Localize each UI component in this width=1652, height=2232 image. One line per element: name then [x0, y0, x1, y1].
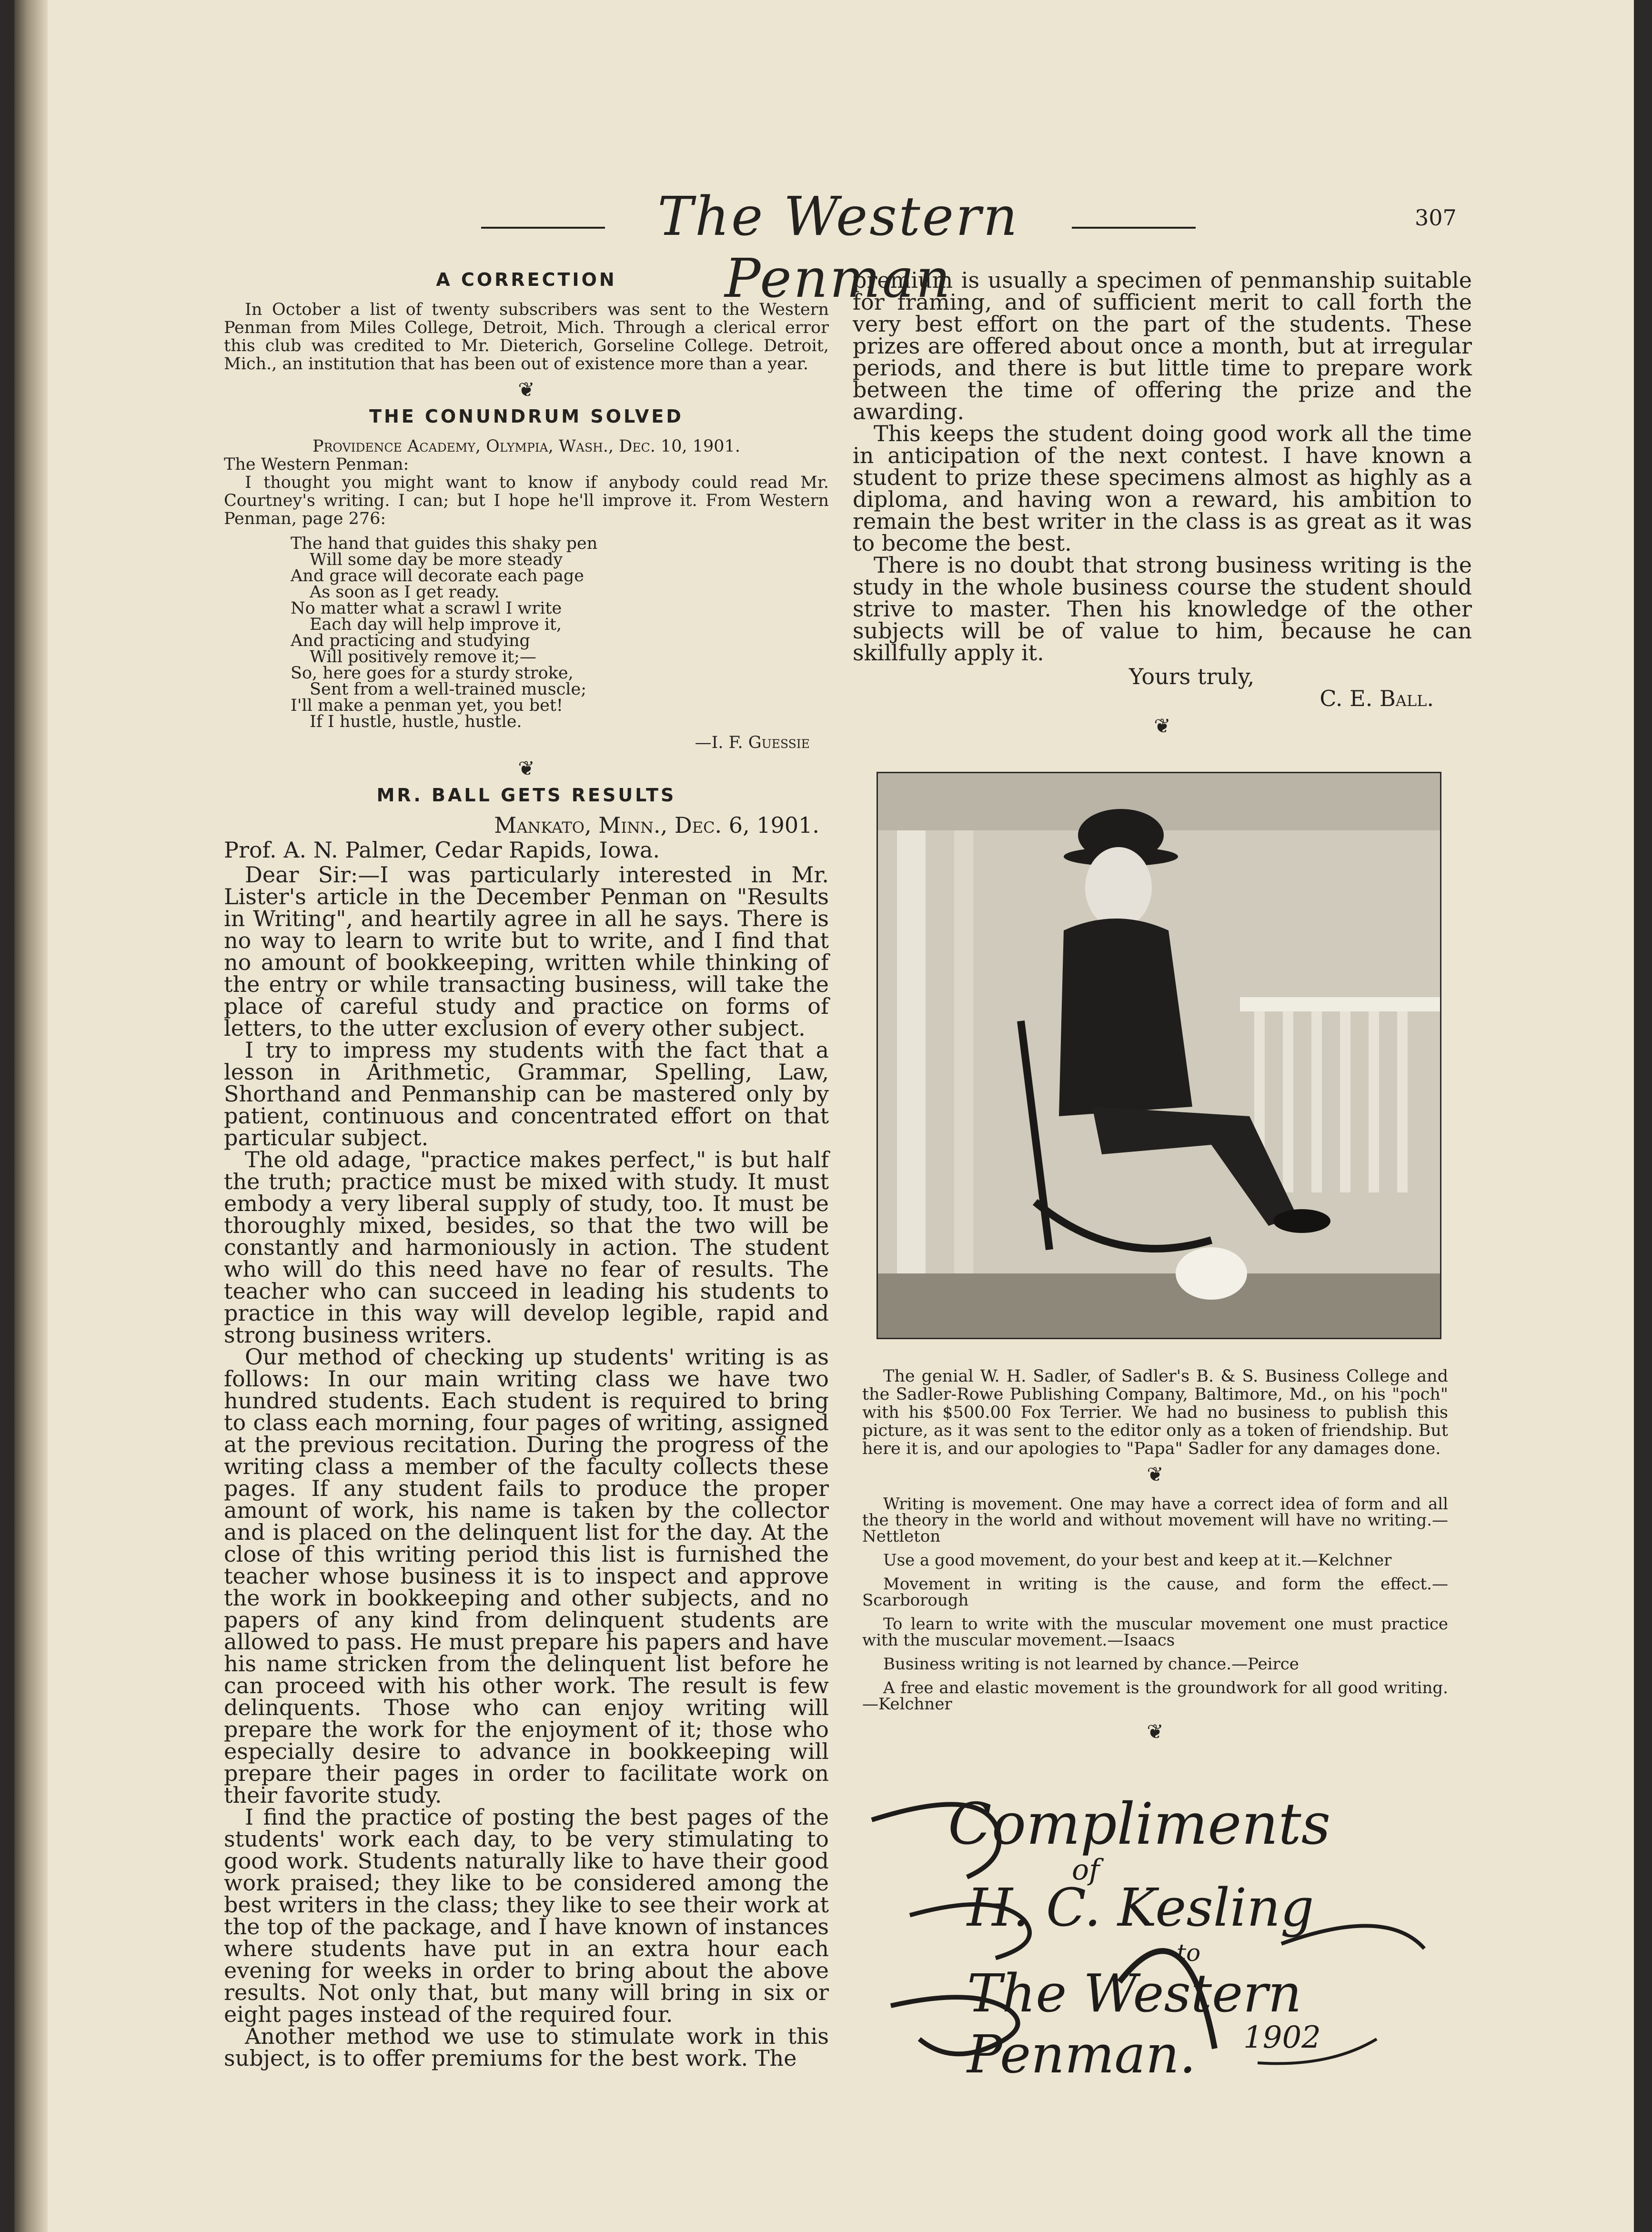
- signature-line-2: of: [1072, 1853, 1100, 1887]
- ball-paragraph-6: Another method we use to stimulate work in this subject, is to offer premiums for the best work. The: [224, 2023, 829, 2071]
- ball-dateline: Mankato, Minn., Dec. 6, 1901.: [494, 812, 819, 838]
- book-spine: [14, 0, 48, 2232]
- poem-line: I'll make a penman yet, you bet!: [291, 696, 563, 715]
- right-column: [853, 269, 1472, 742]
- ornament-icon: ❦: [518, 378, 535, 401]
- quote-item: Business writing is not learned by chance.—Peirce: [883, 1655, 1299, 1674]
- quote-item: Movement in writing is the cause, and form the effect.—Scarborough: [862, 1575, 1448, 1610]
- ball-paragraph-3: The old adage, "practice makes perfect," is but half the truth; practice must be mixed with study. It must embody a very liberal supply of study, too. It must be thoroughly mixed, besides, so that the two will be constantly and harmoniously in action. The student who will do this need have no fear of results. The teacher who can succeed in leading his students to practice in this way will develop legible, rapid and strong business writers.: [224, 1147, 829, 1348]
- ball-paragraph-7: This keeps the student doing good work all the time in anticipation of the next contest. I have known a student to prize these specimens almost as highly as a diploma, and having won a reward, his ambition to remain the best writer in the class is as great as it was to become the best.: [853, 421, 1472, 556]
- ornament-icon: ❦: [1154, 714, 1171, 737]
- sadler-photograph: [876, 772, 1441, 1339]
- calligraphy-specimen: [853, 1782, 1510, 2085]
- correction-text: In October a list of twenty subscribers was sent to the Western Penman from Miles College, Detroit, Mich. Through a clerical error this club was credited to Mr. Dieterich, Gorseline College. Detroit, Mich., an institution that has been out of existence more than a year.: [224, 300, 829, 374]
- quote-item: To learn to write with the muscular movement one must practice with the muscular movement.—Isaacs: [862, 1615, 1448, 1650]
- conundrum-salutation: The Western Penman:: [224, 455, 409, 474]
- ball-continued-paragraph: premium is usually a specimen of penmanship suitable for framing, and of sufficient merit to call forth the very best effort on the part of the students. These prizes are offered about once a month, but at irregular periods, and there is but little time to prepare work between the time of offering the prize and the awarding.: [853, 267, 1472, 424]
- poem-line: Each day will help improve it,: [310, 615, 562, 634]
- ball-paragraph-1: Dear Sir:—I was particularly interested in Mr. Lister's article in the December Penman on "Results in Writing", and heartily agree in all he says. There is no way to learn to write but to write, and I find that no amount of bookkeeping, written while thinking of the entry or while transacting business, will take the place of careful study and practice on forms of letters, to the utter exclusion of every other subject.: [224, 862, 829, 1041]
- ball-paragraph-4: Our method of checking up students' writing is as follows: In our main writing class we have two hundred students. Each student is required to bring to class each morning, four pages of writing, assigned at the previous recitation. During the progress of the writing class a member of the faculty collects these pages. If any student fails to produce the proper amount of work, his name is taken by the collector and is placed on the delinquent list for the day. At the close of this writing period this list is furnished the teacher whose business it is to inspect and approve the work in bookkeeping and other subjects, and no papers of any kind from delinquent students are allowed to pass. He must prepare his papers and have his name stricken from the delinquent list before he can proceed with his other work. The result is few delinquents. Those who can enjoy writing will prepare the work for the enjoyment of it; those who especially desire to advance in bookkeeping will prepare their pages in order to facilitate work on their favorite study.: [224, 1344, 829, 1808]
- ornament-icon: ❦: [1147, 1463, 1164, 1486]
- letter-closing: Yours truly,: [1129, 664, 1255, 689]
- signature-line-6: 1902: [1243, 2020, 1321, 2055]
- conundrum-text: I thought you might want to know if anybody could read Mr. Courtney's writing. I can; but I hope he'll improve it. From Western Penman, page 276:: [224, 473, 829, 528]
- conundrum-heading: THE CONUNDRUM SOLVED: [369, 406, 684, 427]
- poem-line: So, here goes for a sturdy stroke,: [291, 664, 574, 683]
- left-column: [224, 269, 829, 2069]
- masthead-rule-left: [481, 227, 605, 229]
- ball-heading: MR. BALL GETS RESULTS: [376, 785, 676, 806]
- poem-line: And practicing and studying: [291, 631, 530, 650]
- poem-line: Will some day be more steady: [310, 550, 563, 569]
- poem-line: No matter what a scrawl I write: [291, 599, 562, 618]
- photo-illustration: [878, 773, 1440, 1338]
- poem-line: The hand that guides this shaky pen: [291, 534, 598, 553]
- signature-line-4: to: [1177, 1939, 1201, 1967]
- conundrum-signature: —I. F. Guessie: [695, 733, 810, 752]
- poem-line: And grace will decorate each page: [291, 566, 584, 586]
- page: [14, 0, 1634, 2232]
- ball-paragraph-8: There is no doubt that strong business writing is the study in the whole business course the student should strive to master. Then his knowledge of the other subjects will be of value to him, because he can skillfully apply it.: [853, 552, 1472, 666]
- quote-item: Use a good movement, do your best and keep at it.—Kelchner: [883, 1551, 1392, 1570]
- letter-signer: C. E. Ball.: [1320, 686, 1434, 711]
- conundrum-poem: [291, 535, 829, 730]
- poem-line: If I hustle, hustle, hustle.: [310, 712, 522, 731]
- ball-paragraph-2: I try to impress my students with the fact that a lesson in Arithmetic, Grammar, Spelling, Law, Shorthand and Penmanship can be mastered only by patient, continuous and concentrated effort on that particular subject.: [224, 1037, 829, 1151]
- quote-item: A free and elastic movement is the groundwork for all good writing.—Kelchner: [862, 1678, 1448, 1714]
- movement-quotes: [862, 1496, 1448, 1748]
- masthead-rule-right: [1072, 227, 1196, 229]
- poem-line: Will positively remove it;—: [310, 647, 536, 667]
- poem-line: As soon as I get ready.: [310, 583, 500, 602]
- ball-paragraph-5: I find the practice of posting the best pages of the students' work each day, to be very stimulating to good work. Students naturally like to have their good work praised; they like to be considered among the best writers in the class; they like to see their work at the top of the package, and I have known of instances where students have put in an extra hour each evening for weeks in order to bring about the above results. Not only that, but many will bring in six or eight pages instead of the required four.: [224, 1804, 829, 2027]
- quote-item: Writing is movement. One may have a correct idea of form and all the theory in the world and without movement will have no writing.—Nettleton: [862, 1495, 1448, 1546]
- masthead-title: The Western Penman: [657, 186, 1019, 310]
- poem-line: Sent from a well-trained muscle;: [310, 680, 587, 699]
- signature-line-5: The Western Penman.: [967, 1963, 1302, 2085]
- conundrum-dateline: Providence Academy, Olympia, Wash., Dec. 10, 1901.: [312, 437, 740, 456]
- ball-addressee: Prof. A. N. Palmer, Cedar Rapids, Iowa.: [224, 837, 660, 863]
- page-number: 307: [1415, 205, 1457, 231]
- correction-heading: A CORRECTION: [436, 269, 617, 290]
- ornament-icon: ❦: [518, 757, 535, 780]
- signature-line-1: Compliments: [948, 1791, 1331, 1858]
- ornament-icon: ❦: [1147, 1720, 1164, 1743]
- signature-line-3: H. C. Kesling: [967, 1877, 1314, 1938]
- photo-caption-block: [862, 1367, 1448, 1491]
- photo-caption: The genial W. H. Sadler, of Sadler's B. & S. Business College and the Sadler-Rowe Publishing Company, Baltimore, Md., on his "poch" with his $500.00 Fox Terrier. We had no business to publish this picture, as it was sent to the editor only as a token of friendship. But here it is, and our apologies to "Papa" Sadler for any damages done.: [862, 1367, 1448, 1458]
